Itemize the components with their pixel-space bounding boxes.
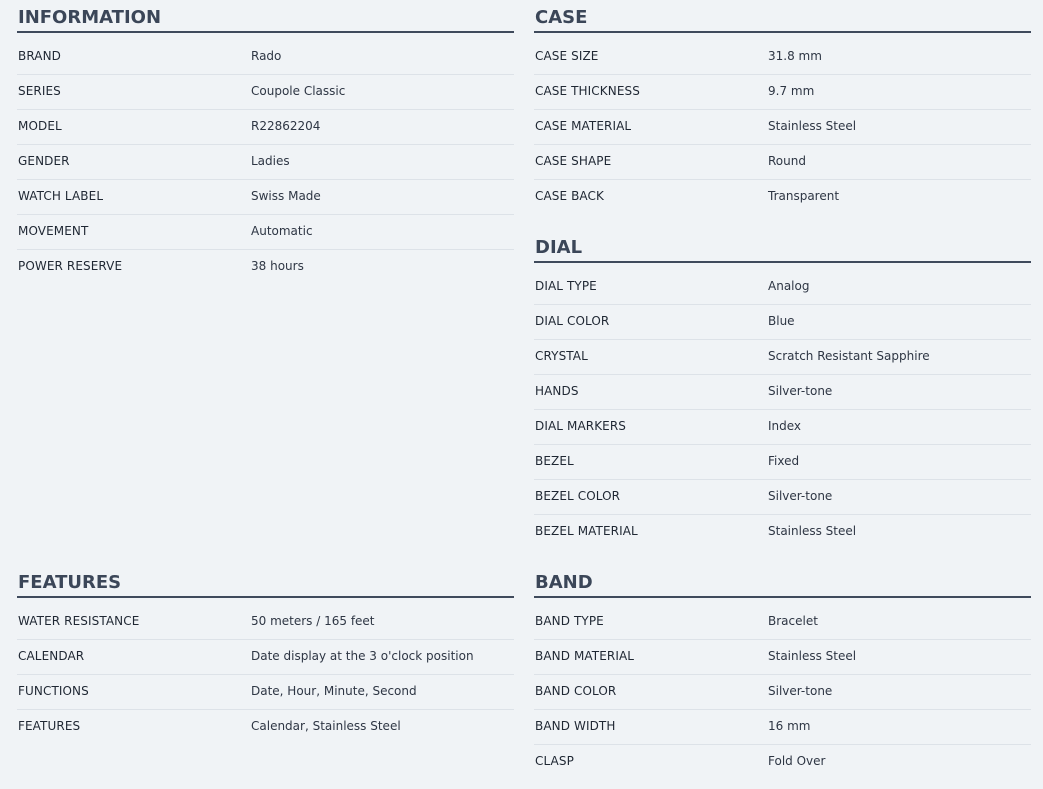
spec-label: HANDS [535, 384, 579, 398]
dial-rows [534, 270, 1031, 549]
spec-label: BAND WIDTH [535, 719, 616, 733]
spec-value: Analog [768, 279, 810, 293]
spec-value: Bracelet [768, 614, 818, 628]
spec-label: DIAL TYPE [535, 279, 597, 293]
spec-value: Swiss Made [251, 189, 321, 203]
spec-row-watch-label [17, 180, 514, 215]
spec-row-gender [17, 145, 514, 180]
spec-value: Coupole Classic [251, 84, 346, 98]
spec-value: Transparent [768, 189, 840, 203]
spec-value: Round [768, 154, 806, 168]
spec-label: CASE SIZE [535, 49, 599, 63]
spec-label: SERIES [18, 84, 61, 98]
spec-label: BAND TYPE [535, 614, 604, 628]
spec-row-dial-color [534, 305, 1031, 340]
spec-row-dial-type [534, 270, 1031, 305]
spec-row-power-reserve [17, 250, 514, 284]
information-heading: INFORMATION [17, 5, 514, 33]
case-rows [534, 40, 1031, 214]
spec-row-crystal [534, 340, 1031, 375]
spec-label: GENDER [18, 154, 70, 168]
spec-label: BEZEL MATERIAL [535, 524, 638, 538]
features-heading: FEATURES [17, 570, 514, 598]
band-section [534, 570, 1031, 779]
spec-value: Date, Hour, Minute, Second [251, 684, 417, 698]
spec-label: WATCH LABEL [18, 189, 104, 203]
features-rows [17, 605, 514, 744]
dial-section [534, 235, 1031, 549]
spec-value: R22862204 [251, 119, 321, 133]
spec-row-bezel [534, 445, 1031, 480]
spec-value: Stainless Steel [768, 524, 857, 538]
spec-label: BEZEL [535, 454, 574, 468]
spec-value: 16 mm [768, 719, 811, 733]
spec-row-band-type [534, 605, 1031, 640]
spec-row-movement [17, 215, 514, 250]
spec-row-model [17, 110, 514, 145]
spec-value: Fold Over [768, 754, 826, 768]
spec-value: Scratch Resistant Sapphire [768, 349, 930, 363]
spec-value: Automatic [251, 224, 313, 238]
spec-label: CALENDAR [18, 649, 85, 663]
spec-value: Blue [768, 314, 795, 328]
spec-row-functions [17, 675, 514, 710]
spec-value: Date display at the 3 o'clock position [251, 649, 474, 663]
spec-row-case-shape [534, 145, 1031, 180]
information-rows [17, 40, 514, 284]
information-section [17, 5, 514, 284]
spec-row-band-material [534, 640, 1031, 675]
spec-label: MOVEMENT [18, 224, 89, 238]
spec-row-hands [534, 375, 1031, 410]
spec-label: BAND MATERIAL [535, 649, 635, 663]
spec-row-band-color [534, 675, 1031, 710]
features-section [17, 570, 514, 744]
spec-value: Ladies [251, 154, 290, 168]
spec-value: 38 hours [251, 259, 304, 273]
spec-value: Index [768, 419, 802, 433]
spec-row-clasp [534, 745, 1031, 779]
spec-label: BEZEL COLOR [535, 489, 621, 503]
band-rows [534, 605, 1031, 779]
spec-value: 31.8 mm [768, 49, 822, 63]
spec-row-brand [17, 40, 514, 75]
spec-value: 50 meters / 165 feet [251, 614, 375, 628]
spec-label: DIAL COLOR [535, 314, 610, 328]
spec-label: FEATURES [18, 719, 81, 733]
spec-label: CLASP [535, 754, 574, 768]
spec-label: CRYSTAL [535, 349, 588, 363]
spec-row-dial-markers [534, 410, 1031, 445]
case-heading: CASE [534, 5, 1031, 33]
spec-value: Stainless Steel [768, 649, 857, 663]
spec-value: Silver-tone [768, 684, 833, 698]
spec-value: Rado [251, 49, 282, 63]
spec-label: CASE MATERIAL [535, 119, 632, 133]
spec-row-case-back [534, 180, 1031, 214]
spec-label: MODEL [18, 119, 62, 133]
band-heading: BAND [534, 570, 1031, 598]
spec-label: FUNCTIONS [18, 684, 89, 698]
spec-value: 9.7 mm [768, 84, 815, 98]
spec-row-features [17, 710, 514, 744]
case-section [534, 5, 1031, 214]
spec-row-series [17, 75, 514, 110]
spec-value: Silver-tone [768, 489, 833, 503]
spec-label: CASE SHAPE [535, 154, 612, 168]
spec-row-case-size [534, 40, 1031, 75]
spec-row-case-thickness [534, 75, 1031, 110]
spec-label: CASE BACK [535, 189, 604, 203]
dial-heading: DIAL [534, 235, 1031, 263]
spec-label: POWER RESERVE [18, 259, 123, 273]
spec-row-bezel-material [534, 515, 1031, 549]
spec-value: Calendar, Stainless Steel [251, 719, 401, 733]
spec-value: Silver-tone [768, 384, 833, 398]
spec-value: Stainless Steel [768, 119, 857, 133]
spec-label: BRAND [18, 49, 62, 63]
spec-label: BAND COLOR [535, 684, 617, 698]
spec-label: WATER RESISTANCE [18, 614, 140, 628]
spec-row-calendar [17, 640, 514, 675]
spec-label: CASE THICKNESS [535, 84, 640, 98]
spec-row-bezel-color [534, 480, 1031, 515]
spec-row-band-width [534, 710, 1031, 745]
spec-value: Fixed [768, 454, 800, 468]
spec-row-case-material [534, 110, 1031, 145]
spec-row-water-resistance [17, 605, 514, 640]
spec-label: DIAL MARKERS [535, 419, 626, 433]
